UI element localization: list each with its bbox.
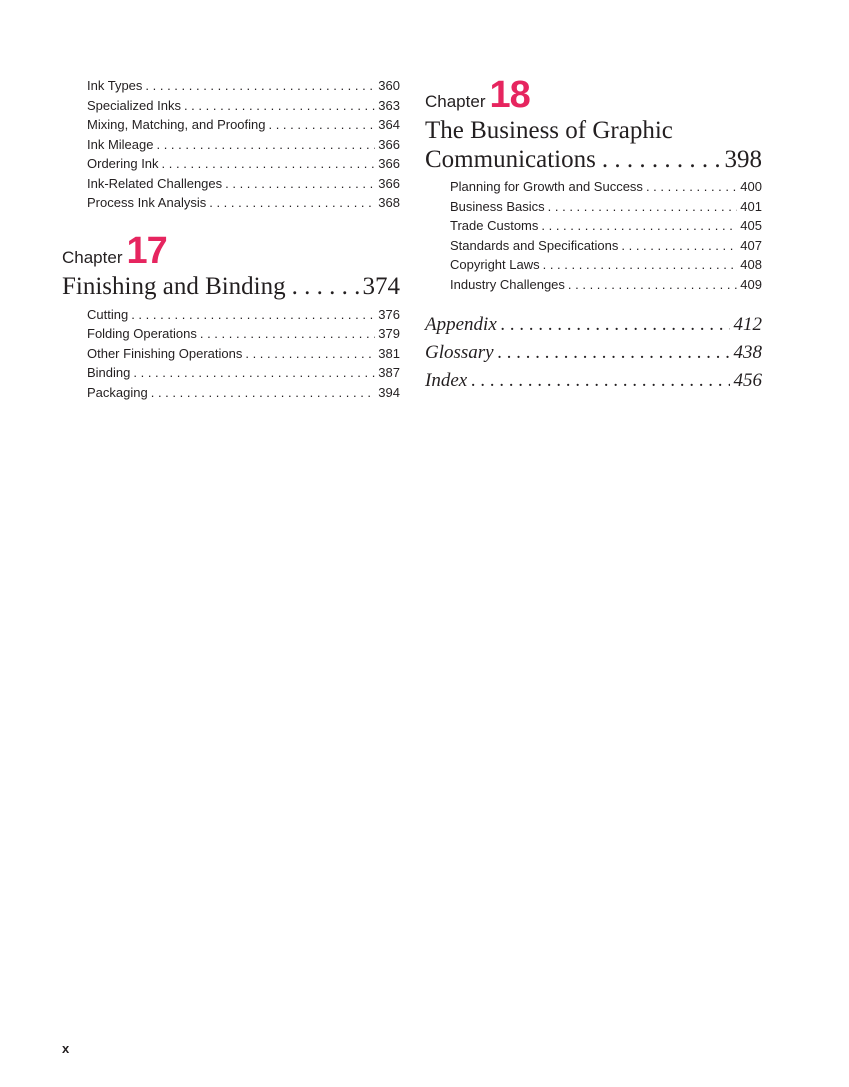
toc-entry[interactable]: Copyright Laws . . . 408 xyxy=(450,255,762,275)
chapter-number: 17 xyxy=(126,229,167,272)
page-number: 412 xyxy=(733,314,762,335)
page-number: 366 xyxy=(378,175,400,191)
toc-entry[interactable]: Mixing, Matching, and Proofing . . . 364 xyxy=(87,115,400,135)
dot-leader xyxy=(543,255,738,275)
toc-entry[interactable]: Packaging . . . 394 xyxy=(87,383,400,403)
page-number: 364 xyxy=(378,117,400,132)
toc-entry[interactable]: Binding . . . 387 xyxy=(87,363,400,383)
page-number: 400 xyxy=(740,179,762,194)
dot-leader xyxy=(268,115,375,135)
toc-entry[interactable]: Ink Mileage . . . 366 xyxy=(87,135,400,155)
page-number: 405 xyxy=(740,218,762,233)
dot-leader xyxy=(156,135,375,155)
page-number: 363 xyxy=(378,97,400,113)
toc-right-column xyxy=(425,76,762,395)
chapter-number: 18 xyxy=(489,74,530,116)
page-number: 407 xyxy=(740,237,762,253)
toc-entry[interactable]: Planning for Growth and Success . . . 400 xyxy=(450,177,762,197)
dot-leader xyxy=(162,154,376,174)
page-number: 360 xyxy=(378,78,400,93)
toc-entry[interactable]: Trade Customs . . . 405 xyxy=(450,216,762,236)
dot-leader xyxy=(292,272,363,301)
toc-entry[interactable]: Ink-Related Challenges . . . 366 xyxy=(87,174,400,194)
dot-leader xyxy=(621,236,737,256)
page-number: 376 xyxy=(378,306,400,322)
toc-appendix-entry[interactable]: Appendix . . . 412 xyxy=(425,311,762,339)
page-number: 409 xyxy=(740,276,762,292)
page-number: 368 xyxy=(378,195,400,210)
toc-left-column xyxy=(62,76,400,402)
toc-entry[interactable]: Other Finishing Operations . . . 381 xyxy=(87,344,400,364)
chapter-label: Chapter xyxy=(425,92,486,111)
dot-leader xyxy=(646,177,737,197)
dot-leader xyxy=(151,383,376,403)
chapter-18-heading xyxy=(425,76,762,114)
toc-glossary-entry[interactable]: Glossary . . . 438 xyxy=(425,339,762,367)
page-number: 366 xyxy=(378,136,400,152)
page-number: 379 xyxy=(378,326,400,341)
back-matter-list xyxy=(425,311,762,395)
page-number: 401 xyxy=(740,198,762,214)
chapter-title-line-1: The Business of Graphic xyxy=(425,117,673,144)
toc-index-entry[interactable]: Index . . . 456 xyxy=(425,367,762,395)
dot-leader xyxy=(225,174,375,194)
dot-leader xyxy=(209,193,375,213)
toc-entry[interactable]: Specialized Inks . . . 363 xyxy=(87,96,400,116)
page-number: 408 xyxy=(740,257,762,272)
page-number: 374 xyxy=(362,272,400,300)
page-number: 456 xyxy=(733,370,762,391)
page-number: 398 xyxy=(724,146,762,173)
dot-leader xyxy=(501,311,730,339)
dot-leader xyxy=(541,216,737,236)
page-number: 387 xyxy=(378,365,400,380)
toc-entry[interactable]: Business Basics . . . 401 xyxy=(450,197,762,217)
dot-leader xyxy=(200,324,375,344)
page-folio: x xyxy=(62,1041,70,1056)
dot-leader xyxy=(245,344,375,364)
chapter-17-entry-list xyxy=(62,305,400,403)
toc-entry[interactable]: Standards and Specifications . . . 407 xyxy=(450,236,762,256)
page-number: 381 xyxy=(378,345,400,361)
chapter-label: Chapter xyxy=(62,247,123,267)
dot-leader xyxy=(131,305,375,325)
page-number: 438 xyxy=(733,342,762,363)
page-number: 366 xyxy=(378,156,400,171)
chapter-17-heading xyxy=(62,229,400,272)
chapter-18-title[interactable]: The Business of Graphic Communications . . . 398 xyxy=(425,116,762,174)
toc-entry[interactable]: Ordering Ink . . . 366 xyxy=(87,154,400,174)
chapter-17-title[interactable]: Finishing and Binding . . . 374 xyxy=(62,272,400,301)
chapter-16-entry-list xyxy=(62,76,400,213)
dot-leader xyxy=(498,339,730,367)
toc-entry[interactable]: Cutting . . . 376 xyxy=(87,305,400,325)
dot-leader xyxy=(602,145,725,174)
dot-leader xyxy=(471,367,729,395)
dot-leader xyxy=(133,363,375,383)
dot-leader xyxy=(568,275,737,295)
page-number: 394 xyxy=(378,384,400,400)
dot-leader xyxy=(184,96,375,116)
toc-entry[interactable]: Process Ink Analysis . . . 368 xyxy=(87,193,400,213)
toc-entry[interactable]: Industry Challenges . . . 409 xyxy=(450,275,762,295)
dot-leader xyxy=(548,197,738,217)
dot-leader xyxy=(145,76,375,96)
toc-entry[interactable]: Folding Operations . . . 379 xyxy=(87,324,400,344)
toc-entry[interactable]: Ink Types . . . 360 xyxy=(87,76,400,96)
chapter-18-entry-list xyxy=(425,177,762,294)
